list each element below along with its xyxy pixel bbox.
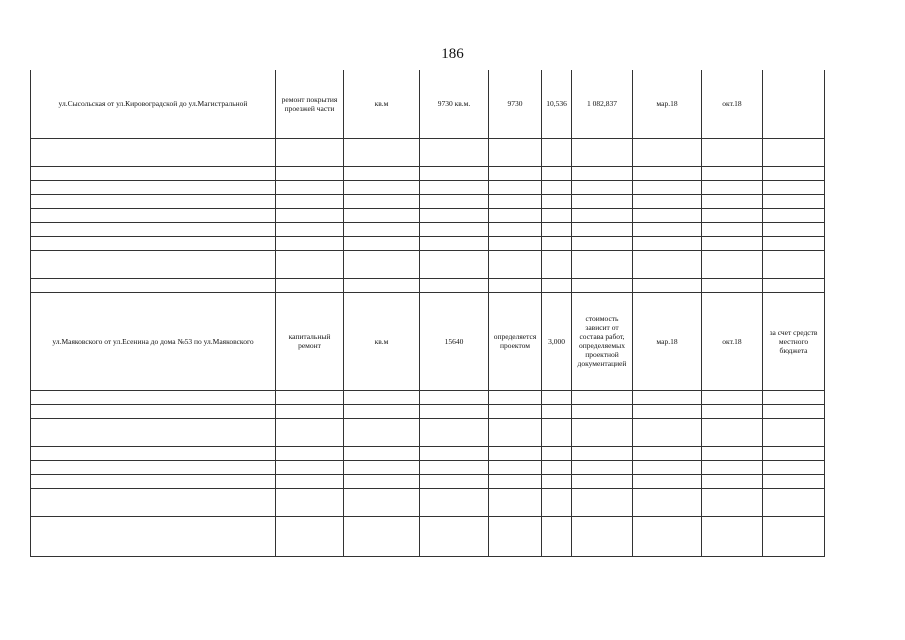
table-row xyxy=(31,292,825,390)
total-cell: 1 082,837 xyxy=(572,70,633,138)
start-date-cell: мар.18 xyxy=(633,292,702,390)
rate-cell: 3,000 xyxy=(542,292,572,390)
total-cell: стоимость зависит от состава работ, определяемых проектной документацией xyxy=(572,292,633,390)
works-table xyxy=(30,70,825,557)
table-row xyxy=(31,418,825,446)
table-row xyxy=(31,70,825,138)
table-row xyxy=(31,236,825,250)
end-date-cell: окт.18 xyxy=(702,292,763,390)
cost-basis-cell: 9730 xyxy=(489,70,542,138)
unit-cell: кв.м xyxy=(344,292,420,390)
table-row xyxy=(31,516,825,556)
table-row xyxy=(31,222,825,236)
table-row xyxy=(31,138,825,166)
rate-cell: 10,536 xyxy=(542,70,572,138)
work-type-cell: ремонт покрытия проезжей части xyxy=(276,70,344,138)
page-number: 186 xyxy=(441,46,464,62)
address-cell: ул.Сысольская от ул.Кировоградской до ул.Магистральной xyxy=(31,70,276,138)
table-row xyxy=(31,278,825,292)
table-row xyxy=(31,404,825,418)
start-date-cell: мар.18 xyxy=(633,70,702,138)
table-row xyxy=(31,460,825,474)
address-cell: ул.Маяковского от ул.Есенина до дома №53 по ул.Маяковского xyxy=(31,292,276,390)
cost-basis-cell: определяется проектом xyxy=(489,292,542,390)
funding-cell: за счет средств местного бюджета xyxy=(763,292,825,390)
table-row xyxy=(31,446,825,460)
table-row xyxy=(31,166,825,180)
volume-cell: 15640 xyxy=(420,292,489,390)
table-row xyxy=(31,208,825,222)
volume-cell: 9730 кв.м. xyxy=(420,70,489,138)
table-row xyxy=(31,180,825,194)
table-row xyxy=(31,390,825,404)
table-row xyxy=(31,474,825,488)
end-date-cell: окт.18 xyxy=(702,70,763,138)
work-type-cell: капитальный ремонт xyxy=(276,292,344,390)
table-row xyxy=(31,250,825,278)
funding-cell xyxy=(763,70,825,138)
table-row xyxy=(31,488,825,516)
unit-cell: кв.м xyxy=(344,70,420,138)
table-row xyxy=(31,194,825,208)
